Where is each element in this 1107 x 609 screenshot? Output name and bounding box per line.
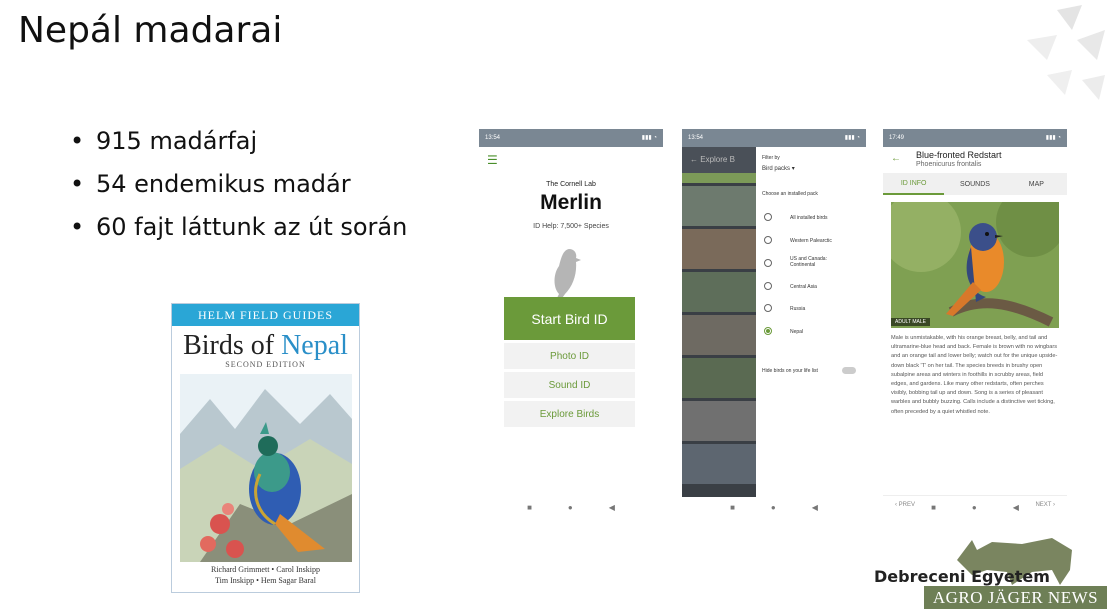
radio-us-canada[interactable]: [764, 259, 772, 267]
home-icon[interactable]: ●: [971, 502, 977, 512]
recents-icon[interactable]: ■: [931, 502, 936, 512]
status-bar: 13:54 ▮▮▮ ◔: [479, 129, 663, 147]
book-title: Birds of Nepal: [183, 330, 348, 361]
bird-thumbnail: [682, 358, 756, 398]
hamburger-menu-icon[interactable]: ☰: [487, 153, 498, 167]
explore-header: ← Explore B: [682, 147, 756, 173]
radio-all-installed[interactable]: [764, 213, 772, 221]
next-button[interactable]: NEXT ›: [1035, 502, 1055, 508]
radio-russia[interactable]: [764, 304, 772, 312]
explore-list-dimmed: [682, 147, 756, 497]
merlin-logo: Merlin: [540, 191, 602, 214]
book-authors: Richard Grimmett • Carol Inskipp Tim Inskipp • Hem Sagar Baral: [210, 565, 320, 585]
sound-id-button[interactable]: Sound ID: [504, 372, 635, 398]
prev-button[interactable]: ‹ PREV: [895, 502, 916, 508]
phone-explore-filter: [682, 129, 866, 517]
bird-thumbnail: [682, 229, 756, 269]
signal-battery-icon: ▮▮▮ ◔: [844, 135, 860, 141]
book-edition: SECOND EDITION: [225, 360, 306, 369]
cornell-lab-logo: The Cornell Lab: [546, 181, 596, 188]
hide-life-list-label: Hide birds on your life list: [762, 368, 818, 374]
species-description: Male is unmistakable, with his orange breast, belly, and tail and ultramarine-blue head and back. Female is brown with no wingbars and an orange tail and lower belly; watch out for the unique upside-down black 'T' on her tail. The species breeds in brushy open subalpine areas and winters in foothills in scrubby areas, field edges, and gardens. Like many other redstarts, often perches visibly, bobbing tail up and down. Song is a series of pleasant warbles and bubbly buzzing. Calls include a distinctive wet ticking, often preceded by a quiet whistled note.: [891, 335, 1058, 415]
back-icon[interactable]: ◀: [608, 502, 615, 512]
slide-title: Nepál madarai: [18, 10, 283, 51]
status-bar: 17:49 ▮▮▮ ◔: [883, 129, 1067, 147]
option-label: Nepal: [790, 329, 804, 335]
option-label: Central Asia: [790, 284, 817, 290]
bird-thumbnail: [682, 444, 756, 484]
species-tabs: [883, 173, 1067, 195]
redstart-photo: [891, 202, 1059, 328]
option-label: Russia: [790, 306, 806, 312]
tab-id-info[interactable]: ID INFO: [883, 173, 944, 195]
species-scientific-name: Phoenicurus frontalis: [916, 161, 982, 168]
radio-nepal[interactable]: [764, 327, 772, 335]
photo-caption: ADULT MALE: [891, 318, 930, 326]
home-icon[interactable]: ●: [770, 502, 776, 512]
android-nav-bar: [479, 497, 663, 517]
chevron-down-icon: ▾: [791, 166, 795, 172]
hide-life-list-toggle[interactable]: [842, 367, 856, 374]
photo-id-button[interactable]: Photo ID: [504, 343, 635, 369]
bullet-species: • 915 madárfaj: [70, 120, 407, 163]
tab-sounds[interactable]: SOUNDS: [960, 180, 990, 188]
back-arrow-icon[interactable]: ←: [891, 153, 901, 164]
bullet-list: [70, 120, 407, 249]
status-bar: 13:54 ▮▮▮ ◔: [682, 129, 866, 147]
recents-icon[interactable]: ■: [527, 502, 532, 512]
choose-pack-label: Choose an installed pack: [762, 191, 818, 197]
bullet-endemic: • 54 endemikus madár: [70, 163, 407, 206]
bullet-seen: • 60 fajt láttunk az út során: [70, 206, 407, 249]
back-icon[interactable]: ◀: [811, 502, 818, 512]
phone-merlin-home: [479, 129, 663, 517]
radio-central-asia[interactable]: [764, 282, 772, 290]
filter-dropdown[interactable]: Bird packs ▾: [762, 166, 795, 172]
explore-tab-strip: [682, 173, 756, 183]
species-title: Blue-fronted Redstart: [916, 150, 1002, 160]
home-icon[interactable]: ●: [567, 502, 573, 512]
start-bird-id-button[interactable]: Start Bird ID: [504, 297, 635, 340]
android-nav-bar: [883, 497, 1067, 517]
filter-panel: [756, 147, 866, 497]
monal-pheasant-illustration: [180, 374, 352, 562]
bird-thumbnail: [682, 186, 756, 226]
signal-battery-icon: ▮▮▮ ◔: [641, 135, 657, 141]
university-logo-text: Debreceni Egyetem: [874, 567, 1050, 586]
option-label: US and Canada: Continental: [790, 256, 827, 268]
option-label: All installed birds: [790, 215, 828, 221]
signal-battery-icon: ▮▮▮ ◔: [1045, 135, 1061, 141]
filter-by-label: Filter by: [762, 155, 780, 161]
bird-thumbnail: [682, 315, 756, 355]
decorative-triangles: [987, 0, 1107, 120]
tab-map[interactable]: MAP: [1028, 180, 1044, 188]
option-label: Western Palearctic: [790, 238, 832, 244]
bird-thumbnail: [682, 401, 756, 441]
back-icon[interactable]: ◀: [1012, 502, 1019, 512]
recents-icon[interactable]: ■: [730, 502, 735, 512]
watermark: AGRO JÄGER NEWS: [924, 586, 1107, 609]
id-help-text: ID Help: 7,500+ Species: [533, 223, 609, 230]
book-series: HELM FIELD GUIDES: [172, 304, 359, 326]
radio-western-palearctic[interactable]: [764, 236, 772, 244]
bird-thumbnail: [682, 272, 756, 312]
explore-birds-button[interactable]: Explore Birds: [504, 401, 635, 427]
book-cover: [171, 303, 360, 593]
phone-species-detail: [883, 129, 1067, 517]
android-nav-bar: [682, 497, 866, 517]
